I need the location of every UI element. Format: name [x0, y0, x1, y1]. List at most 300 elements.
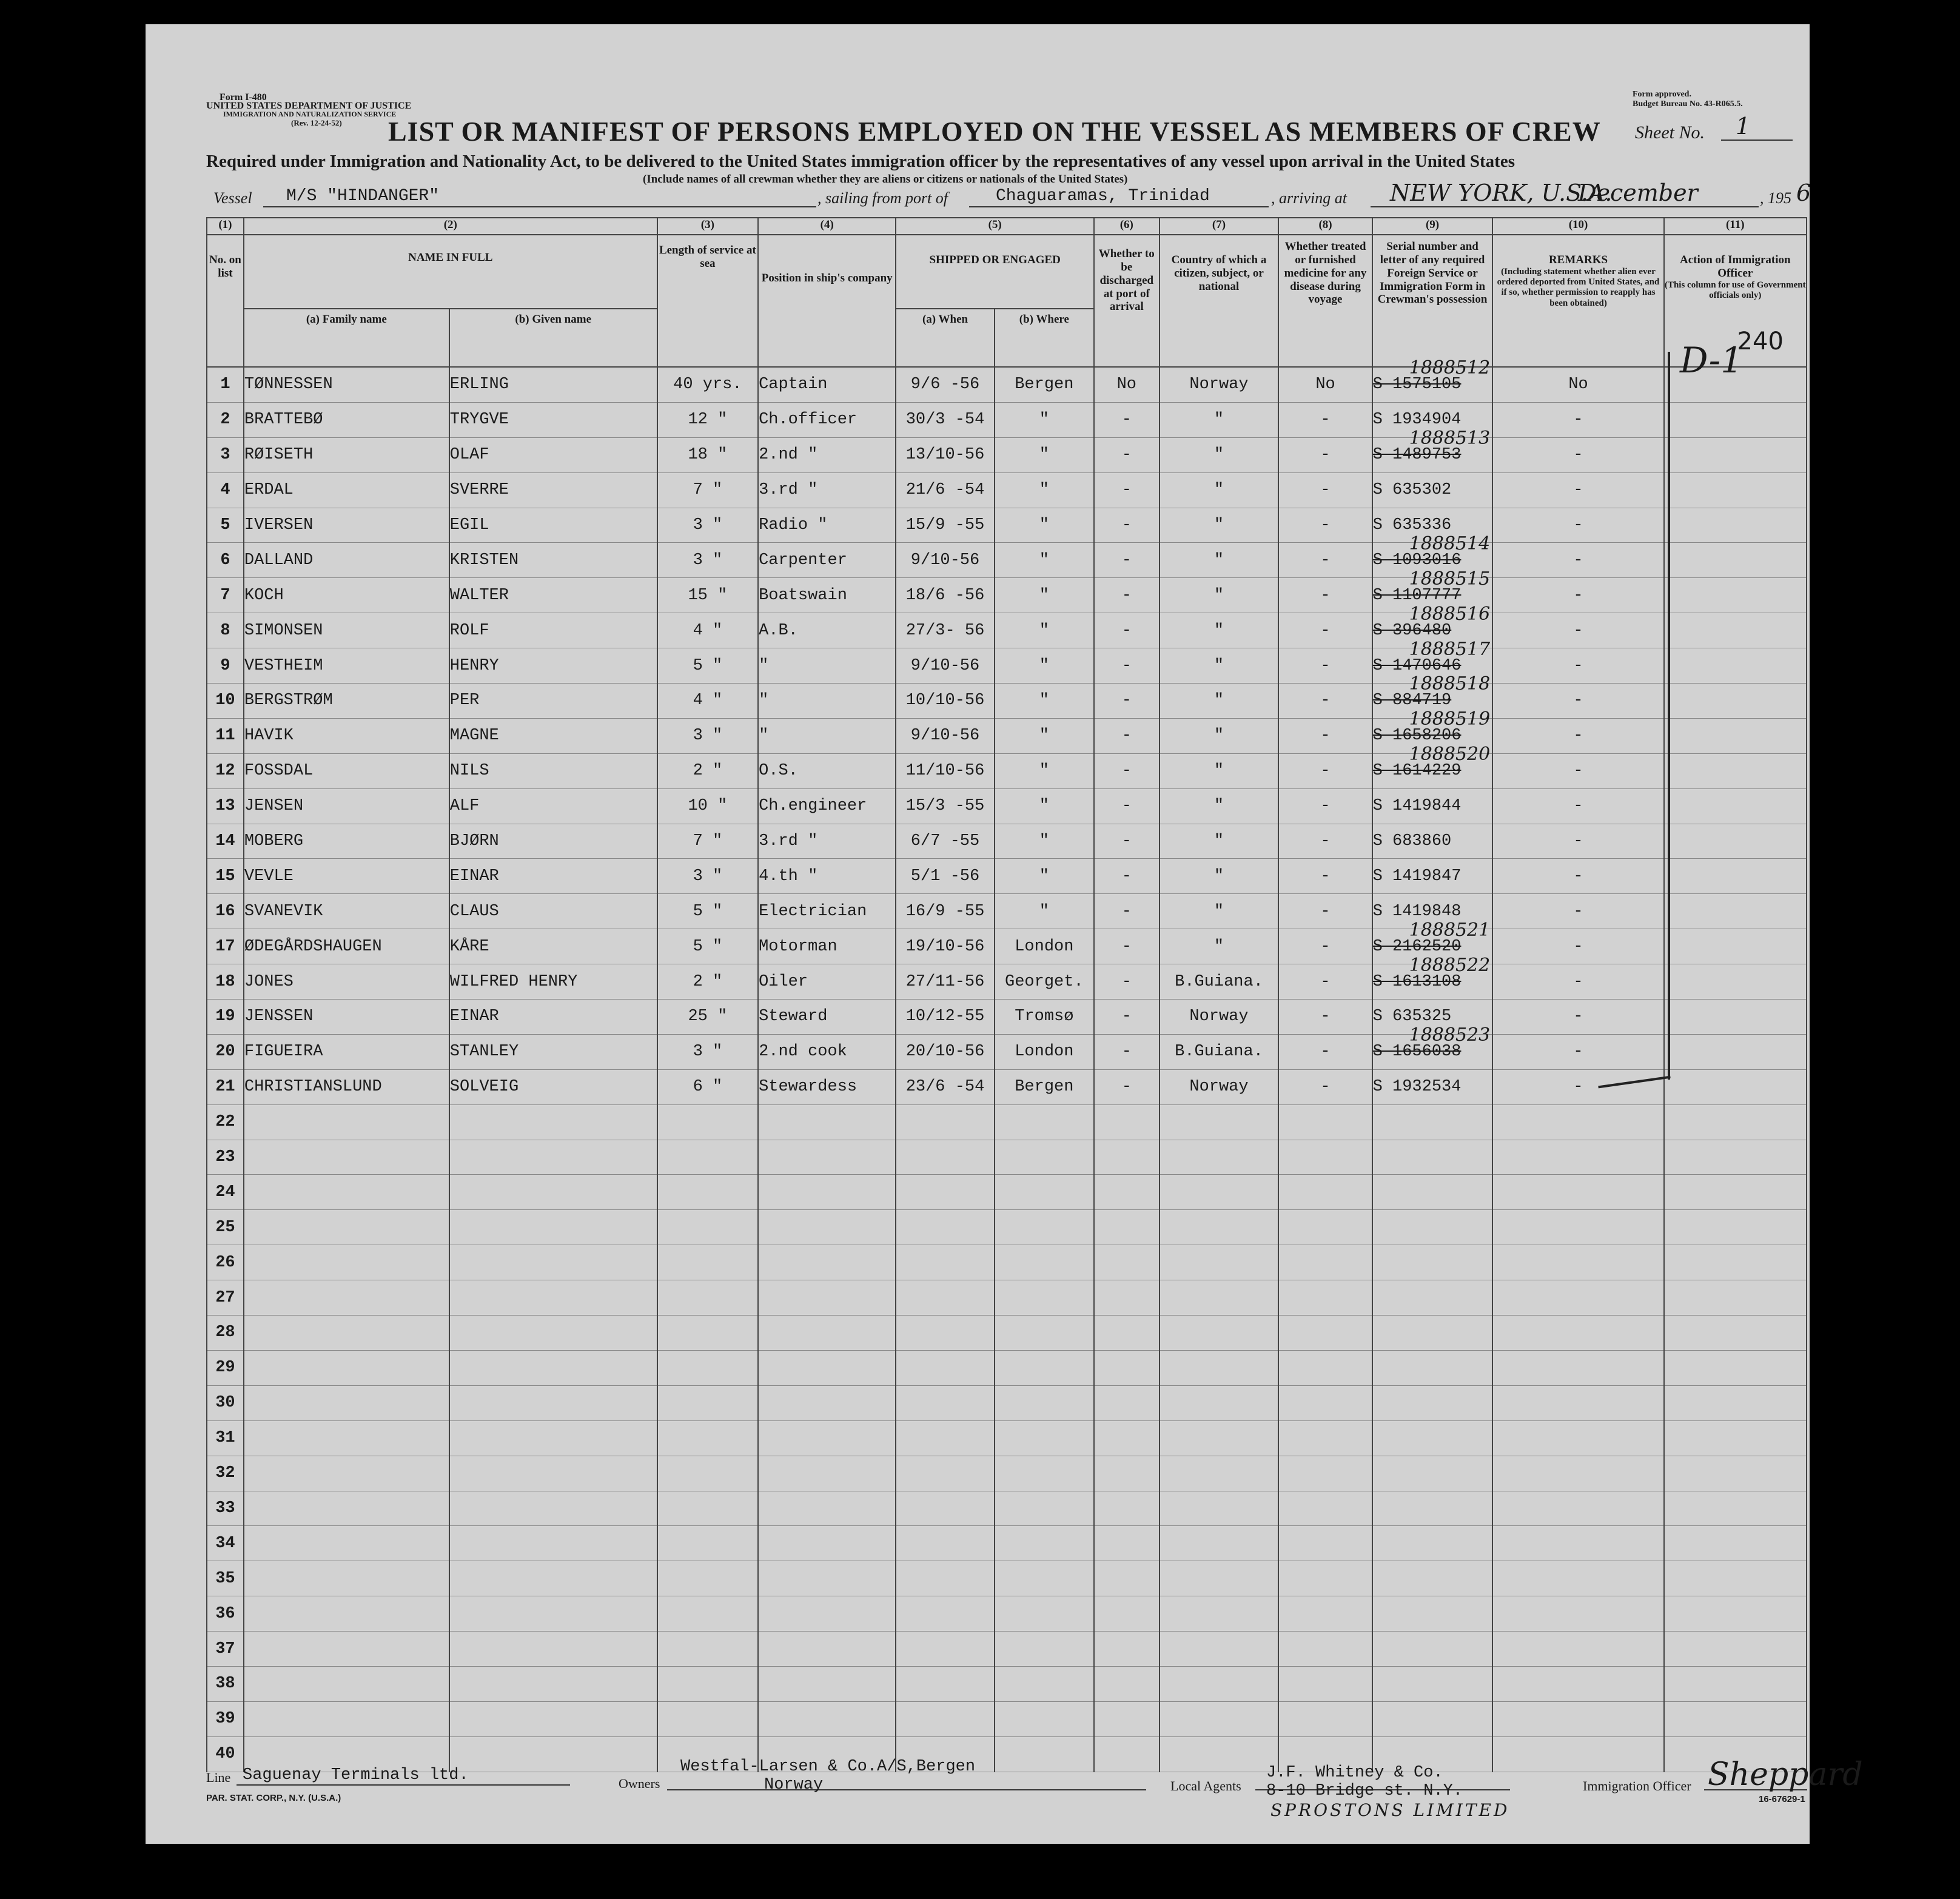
- table-row-empty: [207, 1632, 1807, 1667]
- discharged: -: [1094, 648, 1160, 684]
- length-of-service: 25 ": [657, 1000, 758, 1035]
- discharged: [1094, 1491, 1160, 1526]
- action-cell: [1664, 1104, 1807, 1140]
- country: ": [1160, 859, 1279, 894]
- serial-wrap: [1372, 954, 1491, 991]
- shipped-where: ": [995, 508, 1094, 543]
- treated: [1278, 1456, 1372, 1491]
- shipped-where: [995, 1420, 1094, 1456]
- country: [1160, 1701, 1279, 1736]
- length-of-service: 2 ": [657, 964, 758, 1000]
- length-of-service: [657, 1350, 758, 1385]
- treated: -: [1278, 578, 1372, 613]
- given-name: KÅRE: [449, 929, 657, 964]
- header-remarks: [1492, 235, 1663, 367]
- serial-handwritten: 1888521: [1409, 919, 1491, 941]
- table-row: [207, 1069, 1807, 1104]
- form-number: Form I-480: [220, 92, 267, 103]
- table-row-empty: [207, 1526, 1807, 1561]
- row-number: 27: [207, 1280, 244, 1316]
- manifest-sheet: [146, 24, 1863, 1844]
- remarks: [1492, 1561, 1663, 1596]
- sheet-number: 1: [1736, 113, 1751, 139]
- colnum: (1): [207, 218, 244, 235]
- serial-wrap: [1372, 357, 1491, 394]
- table-row-empty: [207, 1316, 1807, 1351]
- treated: -: [1278, 472, 1372, 508]
- row-number: 8: [207, 613, 244, 648]
- remarks: -: [1492, 824, 1663, 859]
- table-row-empty: [207, 1701, 1807, 1736]
- arriving-label: , arriving at: [1271, 189, 1347, 207]
- position: Ch.officer: [758, 402, 896, 437]
- given-name: [449, 1701, 657, 1736]
- shipped-when: 19/10-56: [896, 929, 994, 964]
- row-number: 24: [207, 1175, 244, 1210]
- action-mark: D-1: [1680, 340, 1744, 381]
- discharged: [1094, 1210, 1160, 1245]
- given-name: [449, 1491, 657, 1526]
- shipped-when: 16/9 -55: [896, 894, 994, 929]
- shipped-where: ": [995, 437, 1094, 472]
- discharged: [1094, 1175, 1160, 1210]
- given-name: EGIL: [449, 508, 657, 543]
- remarks: -: [1492, 964, 1663, 1000]
- family-name: JENSEN: [244, 788, 449, 824]
- serial-number: [1372, 1456, 1493, 1491]
- treated: [1278, 1666, 1372, 1701]
- serial-number: [1372, 357, 1493, 402]
- treated: [1278, 1350, 1372, 1385]
- shipped-when: [896, 1280, 994, 1316]
- row-number: 7: [207, 578, 244, 613]
- table-row: [207, 367, 1807, 402]
- family-name: HAVIK: [244, 718, 449, 753]
- table-row: [207, 648, 1807, 684]
- country: ": [1160, 578, 1279, 613]
- treated: -: [1278, 824, 1372, 859]
- serial-number: [1372, 1245, 1493, 1280]
- serial-typed: S 1658206: [1372, 727, 1462, 745]
- given-name: [449, 1526, 657, 1561]
- treated: [1278, 1526, 1372, 1561]
- discharged: -: [1094, 753, 1160, 788]
- discharged: -: [1094, 824, 1160, 859]
- given-name: CLAUS: [449, 894, 657, 929]
- action-cell: [1664, 437, 1807, 472]
- position: [758, 1420, 896, 1456]
- serial-wrap: [1372, 428, 1491, 465]
- given-name: [449, 1175, 657, 1210]
- owners-label: Owners: [619, 1776, 660, 1791]
- length-of-service: [657, 1175, 758, 1210]
- country: [1160, 1561, 1279, 1596]
- agents-label: Local Agents: [1170, 1778, 1241, 1793]
- action-cell: [1664, 1491, 1807, 1526]
- serial-typed: S 1575105: [1372, 375, 1462, 394]
- action-cell: [1664, 543, 1807, 578]
- row-number: 23: [207, 1140, 244, 1175]
- position: [758, 1280, 896, 1316]
- given-name: STANLEY: [449, 1034, 657, 1069]
- given-name: EINAR: [449, 1000, 657, 1035]
- action-cell: [1664, 1245, 1807, 1280]
- header-when: (a) When: [896, 309, 994, 367]
- remarks: [1492, 1491, 1663, 1526]
- serial-number: [1372, 1024, 1493, 1069]
- table-row-empty: [207, 1456, 1807, 1491]
- shipped-where: ": [995, 718, 1094, 753]
- position: 2.nd ": [758, 437, 896, 472]
- treated: -: [1278, 1034, 1372, 1069]
- serial-wrap: [1373, 411, 1462, 429]
- serial-number: [1372, 1280, 1493, 1316]
- shipped-when: 27/3- 56: [896, 613, 994, 648]
- family-name: JONES: [244, 964, 449, 1000]
- given-name: OLAF: [449, 437, 657, 472]
- serial-number: [1372, 1104, 1493, 1140]
- shipped-where: [995, 1456, 1094, 1491]
- table-row: [207, 578, 1807, 613]
- serial-number: [1372, 788, 1493, 824]
- length-of-service: 40 yrs.: [657, 367, 758, 402]
- country: [1160, 1632, 1279, 1667]
- family-name: TØNNESSEN: [244, 367, 449, 402]
- colnum: (9): [1372, 218, 1493, 235]
- family-name: MOBERG: [244, 824, 449, 859]
- row-number: 30: [207, 1385, 244, 1420]
- position: Radio ": [758, 508, 896, 543]
- row-number: 34: [207, 1526, 244, 1561]
- given-name: SVERRE: [449, 472, 657, 508]
- serial-handwritten: 1888517: [1409, 638, 1491, 660]
- table-row: [207, 753, 1807, 788]
- colnum: (5): [896, 218, 1094, 235]
- row-number: 18: [207, 964, 244, 1000]
- treated: [1278, 1561, 1372, 1596]
- colnum: (10): [1492, 218, 1663, 235]
- header-treated: Whether treated or furnished medicine for any disease during voyage: [1278, 235, 1372, 367]
- serial-number: [1372, 1526, 1493, 1561]
- serial-handwritten: 1888513: [1409, 428, 1491, 449]
- serial-handwritten: 1888522: [1409, 954, 1491, 976]
- family-name: IVERSEN: [244, 508, 449, 543]
- remarks: [1492, 1385, 1663, 1420]
- colnum: (6): [1094, 218, 1160, 235]
- length-of-service: 5 ": [657, 894, 758, 929]
- line-underline: [237, 1784, 570, 1786]
- discharged: [1094, 1316, 1160, 1351]
- family-name: [244, 1175, 449, 1210]
- country: [1160, 1210, 1279, 1245]
- serial-wrap: [1372, 568, 1491, 605]
- length-of-service: 12 ": [657, 402, 758, 437]
- serial-wrap: [1373, 516, 1452, 534]
- header-where: (b) Where: [995, 309, 1094, 367]
- row-number: 13: [207, 788, 244, 824]
- treated: -: [1278, 684, 1372, 719]
- family-name: SVANEVIK: [244, 894, 449, 929]
- family-name: SIMONSEN: [244, 613, 449, 648]
- position: ": [758, 718, 896, 753]
- crew-rows: [207, 357, 1807, 1772]
- serial-wrap: [1373, 902, 1462, 921]
- action-cell: [1664, 1632, 1807, 1667]
- length-of-service: [657, 1666, 758, 1701]
- serial-number: [1372, 1561, 1493, 1596]
- position: 2.nd cook: [758, 1034, 896, 1069]
- row-number: 2: [207, 402, 244, 437]
- shipped-where: [995, 1385, 1094, 1420]
- treated: [1278, 1596, 1372, 1632]
- position: ": [758, 648, 896, 684]
- table-row-empty: [207, 1420, 1807, 1456]
- row-number: 32: [207, 1456, 244, 1491]
- shipped-when: [896, 1561, 994, 1596]
- action-cell: [1664, 1420, 1807, 1456]
- shipped-when: 10/10-56: [896, 684, 994, 719]
- family-name: [244, 1456, 449, 1491]
- row-number: 36: [207, 1596, 244, 1632]
- given-name: EINAR: [449, 859, 657, 894]
- family-name: VESTHEIM: [244, 648, 449, 684]
- remarks: -: [1492, 718, 1663, 753]
- family-name: [244, 1420, 449, 1456]
- length-of-service: 3 ": [657, 543, 758, 578]
- discharged: [1094, 1596, 1160, 1632]
- discharged: -: [1094, 788, 1160, 824]
- shipped-where: ": [995, 859, 1094, 894]
- remarks: -: [1492, 894, 1663, 929]
- treated: -: [1278, 929, 1372, 964]
- remarks: [1492, 1666, 1663, 1701]
- length-of-service: 3 ": [657, 1034, 758, 1069]
- serial-wrap: [1372, 673, 1491, 710]
- given-name: ALF: [449, 788, 657, 824]
- position: [758, 1456, 896, 1491]
- treated: [1278, 1385, 1372, 1420]
- table-row-empty: [207, 1666, 1807, 1701]
- length-of-service: [657, 1596, 758, 1632]
- remarks: [1492, 1210, 1663, 1245]
- header-length-of-service: Length of service at sea: [657, 235, 758, 367]
- row-number: 20: [207, 1034, 244, 1069]
- discharged: [1094, 1456, 1160, 1491]
- length-of-service: [657, 1491, 758, 1526]
- serial-number: [1372, 1140, 1493, 1175]
- shipped-when: [896, 1316, 994, 1351]
- length-of-service: 3 ": [657, 859, 758, 894]
- row-number: 15: [207, 859, 244, 894]
- discharged: -: [1094, 613, 1160, 648]
- country: [1160, 1491, 1279, 1526]
- family-name: [244, 1666, 449, 1701]
- position: [758, 1104, 896, 1140]
- treated: -: [1278, 788, 1372, 824]
- arrival-underline: [1371, 206, 1759, 207]
- action-cell: [1664, 753, 1807, 788]
- serial-number: [1372, 428, 1493, 472]
- serial-typed: S 1470646: [1372, 656, 1462, 675]
- given-name: [449, 1420, 657, 1456]
- country: Norway: [1160, 367, 1279, 402]
- serial-typed: S 683860: [1372, 832, 1452, 851]
- remarks: -: [1492, 472, 1663, 508]
- action-cell: [1664, 472, 1807, 508]
- remarks: [1492, 1420, 1663, 1456]
- country: ": [1160, 543, 1279, 578]
- action-cell: [1664, 648, 1807, 684]
- serial-typed: S 1107777: [1372, 586, 1462, 605]
- length-of-service: 3 ": [657, 508, 758, 543]
- discharged: [1094, 1420, 1160, 1456]
- treated: -: [1278, 718, 1372, 753]
- shipped-where: [995, 1596, 1094, 1632]
- serial-typed: S 1613108: [1372, 972, 1462, 991]
- discharged: [1094, 1280, 1160, 1316]
- family-name: BERGSTRØM: [244, 684, 449, 719]
- table-row: [207, 718, 1807, 753]
- action-cell: [1664, 1526, 1807, 1561]
- given-name: [449, 1632, 657, 1667]
- serial-typed: S 1419848: [1372, 902, 1462, 921]
- serial-number: [1372, 1491, 1493, 1526]
- row-number: 5: [207, 508, 244, 543]
- table-row-empty: [207, 1140, 1807, 1175]
- shipped-where: ": [995, 824, 1094, 859]
- shipped-where: ": [995, 684, 1094, 719]
- action-cell: [1664, 1385, 1807, 1420]
- discharged: -: [1094, 1034, 1160, 1069]
- given-name: MAGNE: [449, 718, 657, 753]
- given-name: WALTER: [449, 578, 657, 613]
- header-serial-text: Serial number and letter of any required Foreign Service or Immigration Form in Crewman's possession: [1377, 240, 1488, 306]
- serial-number: [1372, 954, 1493, 1000]
- serial-handwritten: 1888523: [1409, 1024, 1491, 1046]
- serial-number: [1372, 824, 1493, 859]
- serial-wrap: [1373, 481, 1452, 499]
- column-number-row: [207, 218, 1807, 235]
- remarks: -: [1492, 613, 1663, 648]
- length-of-service: [657, 1526, 758, 1561]
- row-number: 17: [207, 929, 244, 964]
- given-name: [449, 1140, 657, 1175]
- family-name: [244, 1701, 449, 1736]
- row-number: 6: [207, 543, 244, 578]
- shipped-where: [995, 1210, 1094, 1245]
- shipped-when: 13/10-56: [896, 437, 994, 472]
- action-cell: [1664, 1280, 1807, 1316]
- serial-typed: S 1093016: [1372, 551, 1462, 570]
- position: [758, 1491, 896, 1526]
- remarks: -: [1492, 402, 1663, 437]
- serial-typed: S 635336: [1372, 516, 1452, 534]
- row-number: 12: [207, 753, 244, 788]
- port-underline: [969, 206, 1269, 207]
- form-revision: (Rev. 12-24-52): [291, 118, 342, 127]
- table-row: [207, 543, 1807, 578]
- colnum: (11): [1664, 218, 1807, 235]
- discharged: -: [1094, 1000, 1160, 1035]
- shipped-when: [896, 1245, 994, 1280]
- shipped-when: 18/6 -56: [896, 578, 994, 613]
- shipped-when: [896, 1350, 994, 1385]
- colnum: (3): [657, 218, 758, 235]
- given-name: [449, 1561, 657, 1596]
- table-row-empty: [207, 1210, 1807, 1245]
- remarks: [1492, 1632, 1663, 1667]
- serial-typed: S 635302: [1372, 481, 1452, 500]
- remarks: -: [1492, 684, 1663, 719]
- shipped-where: ": [995, 472, 1094, 508]
- page-title: LIST OR MANIFEST OF PERSONS EMPLOYED ON THE VESSEL AS MEMBERS OF CREW: [388, 116, 1601, 147]
- row-number: 31: [207, 1420, 244, 1456]
- row-number: 22: [207, 1104, 244, 1140]
- given-name: [449, 1280, 657, 1316]
- table-row: [207, 508, 1807, 543]
- remarks: -: [1492, 648, 1663, 684]
- family-name: [244, 1140, 449, 1175]
- length-of-service: [657, 1561, 758, 1596]
- action-cell: [1664, 1701, 1807, 1736]
- header-family-name: (a) Family name: [244, 309, 449, 367]
- table-row: [207, 1034, 1807, 1069]
- agency-line1: UNITED STATES DEPARTMENT OF JUSTICE: [206, 101, 412, 111]
- shipped-when: 15/9 -55: [896, 508, 994, 543]
- shipped-when: [896, 1140, 994, 1175]
- treated: [1278, 1104, 1372, 1140]
- row-number: 11: [207, 718, 244, 753]
- action-cell: [1664, 1316, 1807, 1351]
- serial-wrap: [1372, 533, 1491, 570]
- action-cell: [1664, 859, 1807, 894]
- treated: -: [1278, 543, 1372, 578]
- given-name: [449, 1316, 657, 1351]
- year-digit: 6: [1796, 180, 1811, 206]
- remarks: -: [1492, 543, 1663, 578]
- position: [758, 1316, 896, 1351]
- shipped-where: [995, 1491, 1094, 1526]
- family-name: ØDEGÅRDSHAUGEN: [244, 929, 449, 964]
- length-of-service: 15 ": [657, 578, 758, 613]
- action-cell: [1664, 1000, 1807, 1035]
- table-row: [207, 402, 1807, 437]
- shipped-when: [896, 1210, 994, 1245]
- discharged: [1094, 1350, 1160, 1385]
- shipped-where: [995, 1175, 1094, 1210]
- serial-typed: S 635325: [1372, 1007, 1452, 1026]
- family-name: [244, 1561, 449, 1596]
- action-cell: [1664, 718, 1807, 753]
- serial-typed: S 1656038: [1372, 1043, 1462, 1061]
- family-name: VEVLE: [244, 859, 449, 894]
- shipped-where: [995, 1666, 1094, 1701]
- owners-value: Westfal-Larsen & Co.A/S,Bergen: [680, 1758, 976, 1776]
- remarks: [1492, 1280, 1663, 1316]
- colnum: (8): [1278, 218, 1372, 235]
- shipped-where: ": [995, 543, 1094, 578]
- table-row-empty: [207, 1104, 1807, 1140]
- remarks: -: [1492, 508, 1663, 543]
- departure-port: Chaguaramas, Trinidad: [996, 187, 1210, 206]
- given-name: [449, 1210, 657, 1245]
- shipped-when: [896, 1666, 994, 1701]
- serial-wrap: [1373, 797, 1462, 815]
- country: [1160, 1140, 1279, 1175]
- shipped-where: London: [995, 929, 1094, 964]
- length-of-service: 18 ": [657, 437, 758, 472]
- treated: [1278, 1701, 1372, 1736]
